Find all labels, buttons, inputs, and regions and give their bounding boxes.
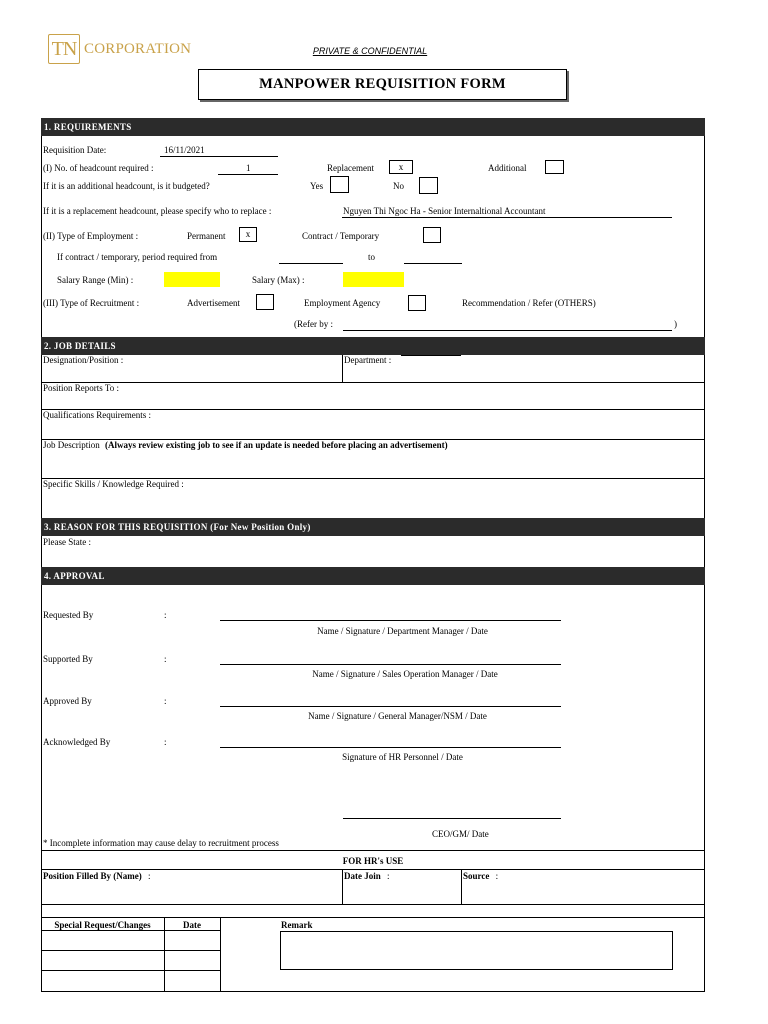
period-to-field[interactable]: [404, 263, 462, 264]
approved-by-caption: Name / Signature / General Manager/NSM / Date: [308, 711, 487, 721]
logo-text: CORPORATION: [84, 41, 192, 57]
table-column-divider: [164, 917, 165, 992]
logo-mark: TN: [48, 34, 80, 64]
additional-label: Additional: [488, 163, 527, 173]
refer-by-label: (Refer by :: [294, 319, 333, 329]
designation-divider: [342, 355, 343, 382]
budgeted-question: If it is an additional headcount, is it budgeted?: [43, 181, 210, 191]
budgeted-no-checkbox[interactable]: [419, 177, 438, 194]
table-column-divider: [220, 917, 221, 992]
source-label: [463, 871, 498, 882]
requisition-date-underline: [160, 156, 278, 157]
section-reason-header: 3. REASON FOR THIS REQUISITION (For New Position Only): [41, 518, 705, 536]
replacement-label: Replacement: [327, 163, 374, 173]
department-topline: [401, 355, 461, 356]
special-request-header: Special Request/Changes: [54, 920, 151, 930]
job-description-title: Job Description: [43, 440, 100, 450]
headcount-value[interactable]: 1: [246, 163, 251, 173]
replacement-checkbox[interactable]: x: [389, 160, 413, 174]
supported-by-caption: Name / Signature / Sales Operation Manager / Date: [312, 669, 498, 679]
yes-label: Yes: [310, 181, 324, 191]
no-label: No: [393, 181, 404, 191]
budgeted-yes-checkbox[interactable]: [330, 176, 349, 193]
hr-use-title: FOR HR's USE: [342, 856, 404, 866]
salary-max-label: Salary (Max) :: [252, 275, 305, 285]
permanent-label: Permanent: [187, 231, 226, 241]
requisition-date-value[interactable]: 16/11/2021: [164, 145, 205, 155]
acknowledged-by-label: Acknowledged By: [43, 737, 111, 747]
hr-row-divider: [41, 917, 705, 918]
acknowledged-by-signature-line[interactable]: [220, 747, 561, 748]
table-row-divider: [41, 950, 220, 951]
section-job-details-header: 2. JOB DETAILS: [41, 337, 705, 355]
position-filled-label: [43, 871, 151, 882]
requested-by-label: Requested By: [43, 610, 94, 620]
recruitment-type-label: (III) Type of Recruitment :: [43, 298, 140, 308]
supported-by-colon: :: [164, 654, 167, 664]
salary-max-field[interactable]: [343, 272, 404, 287]
refer-by-field[interactable]: [343, 330, 672, 331]
source-title: Source: [463, 871, 490, 881]
employment-type-label: (II) Type of Employment :: [43, 231, 139, 241]
requisition-date-label: Requisition Date:: [43, 145, 107, 155]
source-colon: :: [495, 871, 499, 881]
ceo-signature-line[interactable]: [343, 818, 561, 819]
advertisement-label: Advertisement: [187, 298, 240, 308]
remark-field[interactable]: [280, 931, 673, 970]
headcount-underline: [218, 174, 278, 175]
reports-to-label: Position Reports To :: [43, 383, 119, 393]
position-filled-title: Position Filled By (Name): [43, 871, 142, 881]
form-title: MANPOWER REQUISITION FORM: [198, 69, 567, 100]
ceo-caption: CEO/GM/ Date: [432, 829, 489, 839]
skills-label: Specific Skills / Knowledge Required :: [43, 479, 184, 489]
approved-by-colon: :: [164, 696, 167, 706]
designation-label: Designation/Position :: [43, 355, 124, 365]
date-join-colon: :: [387, 871, 390, 881]
supported-by-label: Supported By: [43, 654, 93, 664]
replace-value[interactable]: Nguyen Thi Ngoc Ha - Senior Internaltional Accountant: [343, 206, 546, 216]
date-header: Date: [183, 920, 201, 930]
incomplete-footnote: * Incomplete information may cause delay to recruitment process: [43, 838, 279, 848]
department-label: Department :: [344, 355, 392, 365]
agency-label: Employment Agency: [304, 298, 381, 308]
salary-min-field[interactable]: [164, 272, 220, 287]
remark-header: Remark: [281, 920, 313, 930]
job-description-label: [43, 440, 448, 451]
requested-by-caption: Name / Signature / Department Manager / Date: [317, 626, 488, 636]
date-join-label: [344, 871, 390, 882]
headcount-label: (I) No. of headcount required :: [43, 163, 154, 173]
period-from-field[interactable]: [279, 263, 343, 264]
hr-divider: [461, 869, 462, 904]
hr-divider: [342, 869, 343, 904]
approved-by-signature-line[interactable]: [220, 706, 561, 707]
contract-checkbox[interactable]: [423, 227, 441, 243]
job-description-note: (Always review existing job to see if an update is needed before placing an advertisement): [105, 440, 448, 450]
section-requirements-header: 1. REQUIREMENTS: [41, 118, 705, 136]
company-logo: [48, 32, 198, 66]
salary-min-label: Salary Range (Min) :: [57, 275, 134, 285]
refer-label: Recommendation / Refer (OTHERS): [462, 298, 596, 308]
hr-top-divider: [41, 850, 705, 851]
confidential-label: PRIVATE & CONFIDENTIAL: [312, 46, 428, 56]
requested-by-signature-line[interactable]: [220, 620, 561, 621]
hr-title-divider: [41, 869, 705, 870]
period-label: If contract / temporary, period required from: [57, 252, 218, 262]
hr-row-divider: [41, 904, 705, 905]
table-row-divider: [41, 930, 220, 931]
additional-checkbox[interactable]: [545, 160, 564, 174]
requested-by-colon: :: [164, 610, 167, 620]
table-row-divider: [41, 970, 220, 971]
refer-by-close: ): [674, 319, 677, 329]
position-filled-colon: :: [148, 871, 151, 881]
to-label: to: [368, 252, 376, 262]
acknowledged-by-colon: :: [164, 737, 167, 747]
acknowledged-by-caption: Signature of HR Personnel / Date: [342, 752, 463, 762]
date-join-title: Date Join: [344, 871, 381, 881]
approved-by-label: Approved By: [43, 696, 92, 706]
row-divider: [41, 382, 705, 383]
agency-checkbox[interactable]: [408, 295, 426, 311]
section-approval-header: 4. APPROVAL: [41, 567, 705, 585]
supported-by-signature-line[interactable]: [220, 664, 561, 665]
contract-label: Contract / Temporary: [302, 231, 380, 241]
replace-underline: [342, 217, 672, 218]
advertisement-checkbox[interactable]: [256, 294, 274, 310]
permanent-checkbox[interactable]: x: [239, 227, 257, 242]
qualifications-label: Qualifications Requirements :: [43, 410, 151, 420]
please-state-label: Please State :: [43, 537, 91, 547]
replace-question: If it is a replacement headcount, please specify who to replace :: [43, 206, 272, 216]
